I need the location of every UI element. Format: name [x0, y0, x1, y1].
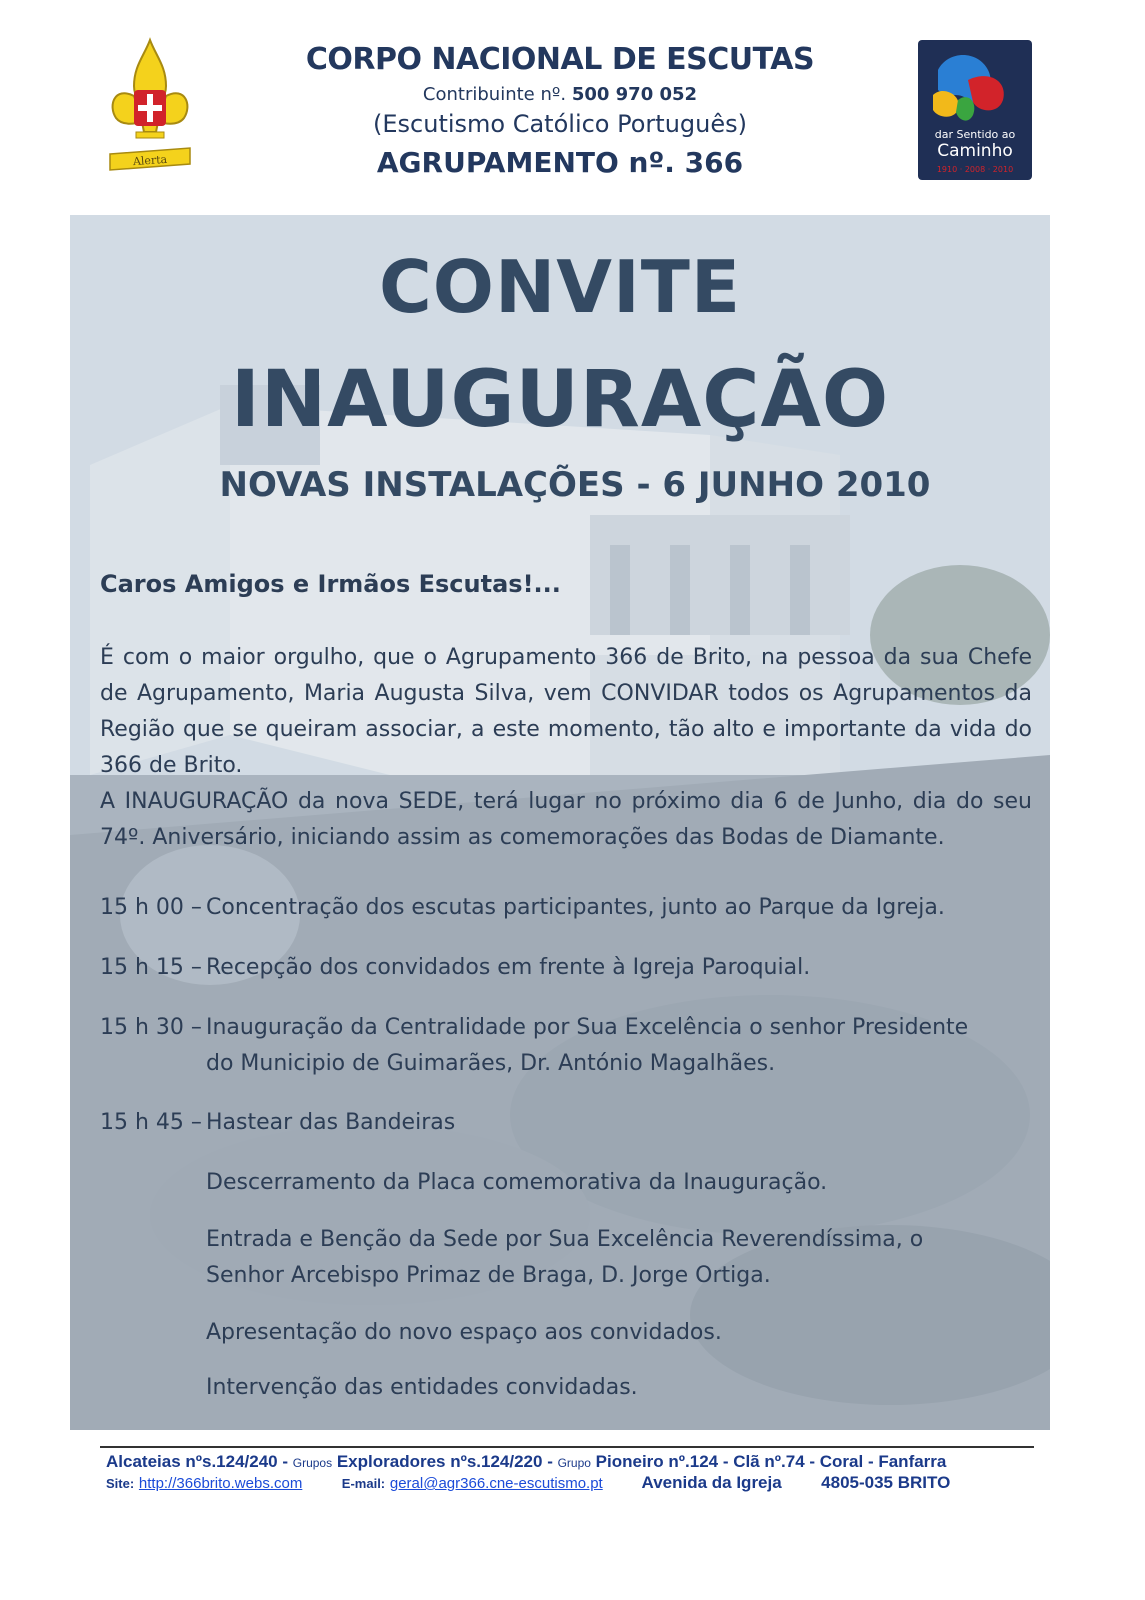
schedule-text: Recepção dos convidados em frente à Igreja Paroquial.: [206, 955, 811, 980]
tax-label: Contribuinte nº.: [422, 84, 567, 105]
footer-exploradores: Exploradores: [336, 1452, 446, 1471]
schedule-item: [100, 1010, 968, 1082]
footer-pioneiro: Pioneiro: [595, 1452, 664, 1471]
footer-fanfarra: Fanfarra: [878, 1452, 947, 1471]
organization-name: CORPO NACIONAL DE ESCUTAS: [305, 42, 815, 77]
sub-item: Descerramento da Placa comemorativa da Inauguração.: [206, 1170, 828, 1195]
footer-pioneiro-num: nº.124: [668, 1452, 719, 1471]
schedule-time: 15 h 15 –: [100, 955, 202, 980]
footer-divider: [100, 1446, 1034, 1448]
centenary-logo: [918, 40, 1032, 180]
schedule-text: Hastear das Bandeiras: [206, 1110, 456, 1135]
footer-grupo: Grupo: [557, 1456, 591, 1470]
intro-text: É com o maior orgulho, que o Agrupamento 366 de Brito, na pessoa da sua Chefe de Agrupamento, Maria Augusta Silva, vem CONVIDAR todos os Agrupamentos da Região que se queiram associar, a este momento, tão alto e importante da vida do 366 de Brito.: [100, 645, 1032, 778]
sub-item: Apresentação do novo espaço aos convidados.: [206, 1320, 722, 1345]
footer-site-link[interactable]: http://366brito.webs.com: [138, 1475, 303, 1492]
tax-number-line: [250, 84, 870, 105]
sub-item: Entrada e Benção da Sede por Sua Excelência Reverendíssima, o Senhor Arcebispo Primaz de Braga, D. Jorge Ortiga.: [206, 1227, 924, 1288]
footer-cla-num: nº.74: [764, 1452, 805, 1471]
group-number: AGRUPAMENTO nº. 366: [376, 146, 744, 179]
footer-cla: Clã: [733, 1452, 760, 1471]
logo-line1: dar Sentido ao: [934, 128, 1016, 141]
schedule-item: [100, 890, 945, 926]
logo-years: 1910 · 2008 · 2010: [936, 165, 1014, 174]
schedule-time: 15 h 30 –: [100, 1015, 202, 1040]
catholic-scouting-line: (Escutismo Católico Português): [373, 110, 747, 138]
footer-alcateias: Alcateias: [106, 1452, 181, 1471]
tax-number: 500 970 052: [571, 84, 698, 105]
footer-site-label: Site:: [106, 1476, 135, 1491]
sub-item: Intervenção das entidades convidadas.: [206, 1375, 638, 1400]
schedule-text: Concentração dos escutas participantes, junto ao Parque da Igreja.: [206, 895, 945, 920]
footer-contacts-line: [106, 1473, 1028, 1493]
intro-paragraph: [100, 640, 1032, 856]
schedule-text: Inauguração da Centralidade por Sua Excelência o senhor Presidente: [206, 1015, 969, 1040]
footer-alcateias-nums: nºs.124/240: [185, 1452, 278, 1471]
logo-line2: Caminho: [937, 141, 1013, 161]
footer-email-label: E-mail:: [341, 1476, 386, 1491]
greeting: Caros Amigos e Irmãos Escutas!...: [100, 570, 561, 598]
footer-address: Avenida da Igreja: [641, 1473, 782, 1492]
poster-title: CONVITE: [378, 245, 742, 329]
schedule-time: 15 h 45 –: [100, 1110, 202, 1135]
footer-sections-line: Alcateias nºs.124/240 - Grupos Exploradores nºs.124/220 - Grupo Pioneiro nº.124 - Clã nº.74 - Coral - Fanfarra: [106, 1452, 947, 1471]
poster-subtitle: INAUGURAÇÃO: [230, 355, 890, 445]
intro-text-2: A INAUGURAÇÃO da nova SEDE, terá lugar no próximo dia 6 de Junho, dia do seu 74º. Aniversário, iniciando assim as comemorações das Bodas de Diamante.: [100, 789, 1032, 850]
logo-motto: Alerta: [132, 152, 168, 169]
poster-date-line: NOVAS INSTALAÇÕES - 6 JUNHO 2010: [219, 465, 931, 505]
footer-coral: Coral: [819, 1452, 864, 1471]
schedule-text-continued: do Municipio de Guimarães, Dr. António Magalhães.: [206, 1051, 776, 1076]
schedule-time: 15 h 00 –: [100, 895, 202, 920]
footer-postal: 4805-035 BRITO: [821, 1473, 951, 1492]
footer-email-link[interactable]: geral@agr366.cne-escutismo.pt: [389, 1475, 603, 1492]
footer-exploradores-nums: nºs.124/220: [450, 1452, 543, 1471]
scout-fleur-de-lis-logo: [104, 36, 196, 176]
schedule-item: [100, 1105, 455, 1141]
invitation-poster: [70, 215, 1050, 1430]
footer-grupos: Grupos: [292, 1456, 333, 1470]
schedule-item: [100, 950, 810, 986]
